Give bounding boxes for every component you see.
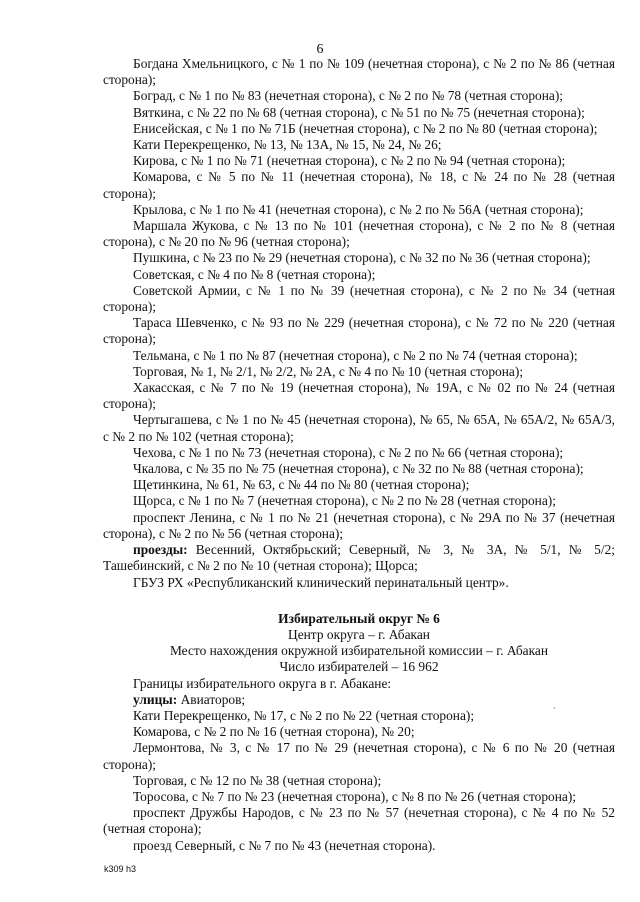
street-entry: Комарова, с № 2 по № 16 (четная сторона), № 20;	[133, 724, 415, 740]
streets-entry	[103, 692, 615, 708]
street-entry: Чертыгашева, с № 1 по № 45 (нечетная сторона), № 65, № 65А, № 65А/2, № 65А/3, с № 2 по № 102 (четная сторона);	[103, 412, 615, 444]
street-entry: Пушкина, с № 23 по № 29 (нечетная сторона), с № 32 по № 36 (четная сторона);	[133, 250, 591, 266]
passages-text: Весенний, Октябрьский; Северный, № 3, № 3А, № 5/1, № 5/2; Ташебинский, с № 2 по № 10 (четная сторона); Щорса;	[103, 542, 615, 574]
street-entry: проезд Северный, с № 7 по № 43 (нечетная сторона).	[133, 837, 436, 853]
street-entry: Торосова, с № 7 по № 23 (нечетная сторона), с № 8 по № 26 (четная сторона);	[133, 788, 577, 804]
street-entry: Енисейская, с № 1 по № 71Б (нечетная сторона), с № 2 по № 80 (четная сторона);	[133, 120, 598, 136]
street-entry: Тараса Шевченко, с № 93 по № 229 (нечетная сторона), с № 72 по № 220 (четная сторона);	[103, 315, 615, 347]
street-entry: Щетинкина, № 61, № 63, с № 44 по № 80 (четная сторона);	[133, 477, 470, 493]
street-entry: Кати Перекрещенко, № 13, № 13А, № 15, № 24, № 26;	[133, 137, 442, 153]
street-entry: Советская, с № 4 по № 8 (четная сторона);	[133, 266, 376, 282]
footer-code: k309 h3	[104, 864, 137, 874]
street-entry: Тельмана, с № 1 по № 87 (нечетная сторона), с № 2 по № 74 (четная сторона);	[133, 347, 578, 363]
institution-entry: ГБУЗ РХ «Республиканский клинический перинатальный центр».	[133, 574, 509, 590]
street-entry: Кати Перекрещенко, № 17, с № 2 по № 22 (четная сторона);	[133, 707, 475, 723]
street-entry: Щорса, с № 1 по № 7 (нечетная сторона), с № 2 по № 28 (четная сторона);	[133, 493, 556, 509]
street-entry: Комарова, с № 5 по № 11 (нечетная сторона), № 18, с № 24 по № 28 (четная сторона);	[103, 169, 615, 201]
stray-mark: ˎ	[553, 699, 556, 709]
street-entry: Советской Армии, с № 1 по № 39 (нечетная сторона), с № 2 по № 34 (четная сторона);	[103, 282, 615, 315]
street-entry: проспект Ленина, с № 1 по № 21 (нечетная сторона), с № 29А по № 37 (нечетная сторона), с № 2 по № 56 (четная сторона);	[103, 509, 615, 541]
street-entry: Маршала Жукова, с № 13 по № 101 (нечетная сторона), с № 2 по № 8 (четная сторона), с № 20 по № 96 (четная сторона);	[103, 218, 615, 250]
street-entry: Чехова, с № 1 по № 73 (нечетная сторона), с № 2 по № 66 (четная сторона);	[133, 444, 564, 460]
district-voters: Число избирателей – 16 962	[279, 659, 439, 675]
street-entry: проспект Дружбы Народов, с № 23 по № 57 (нечетная сторона), с № 4 по № 52 (четная сторона);	[103, 805, 615, 837]
street-entry: Торговая, с № 12 по № 38 (четная сторона);	[133, 772, 382, 788]
street-entry: Боград, с № 1 по № 83 (нечетная сторона), с № 2 по № 78 (четная сторона);	[133, 88, 564, 104]
street-entry: Хакасская, с № 7 по № 19 (нечетная сторона), № 19А, с № 02 по № 24 (четная сторона);	[103, 380, 615, 412]
street-entry: Лермонтова, № 3, с № 17 по № 29 (нечетная сторона), с № 6 по № 20 (четная сторона);	[103, 740, 615, 772]
streets-first: Авиаторов;	[177, 691, 246, 707]
district-center: Центр округа – г. Абакан	[288, 626, 430, 642]
street-entry: Богдана Хмельницкого, с № 1 по № 109 (нечетная сторона), с № 2 по № 86 (четная сторона);	[103, 56, 615, 88]
street-entry: Торговая, № 1, № 2/1, № 2/2, № 2А, с № 4 по № 10 (четная сторона);	[133, 363, 524, 379]
streets-label: улицы:	[133, 691, 178, 707]
document-body	[103, 56, 615, 854]
page-number: 6	[316, 42, 324, 57]
district-commission: Место нахождения окружной избирательной комиссии – г. Абакан	[169, 643, 549, 659]
district-title: Избирательный округ № 6	[278, 610, 440, 626]
passages-entry	[103, 542, 615, 574]
district-borders: Границы избирательного округа в г. Абакане:	[133, 675, 392, 691]
passages-label: проезды:	[133, 542, 188, 558]
street-entry: Кирова, с № 1 по № 71 (нечетная сторона), с № 2 по № 94 (четная сторона);	[133, 153, 566, 169]
street-entry: Вяткина, с № 22 по № 68 (четная сторона), с № 51 по № 75 (нечетная сторона);	[133, 104, 585, 120]
street-entry: Чкалова, с № 35 по № 75 (нечетная сторона), с № 32 по № 88 (четная сторона);	[133, 461, 584, 477]
street-entry: Крылова, с № 1 по № 41 (нечетная сторона), с № 2 по № 56А (четная сторона);	[133, 201, 584, 217]
